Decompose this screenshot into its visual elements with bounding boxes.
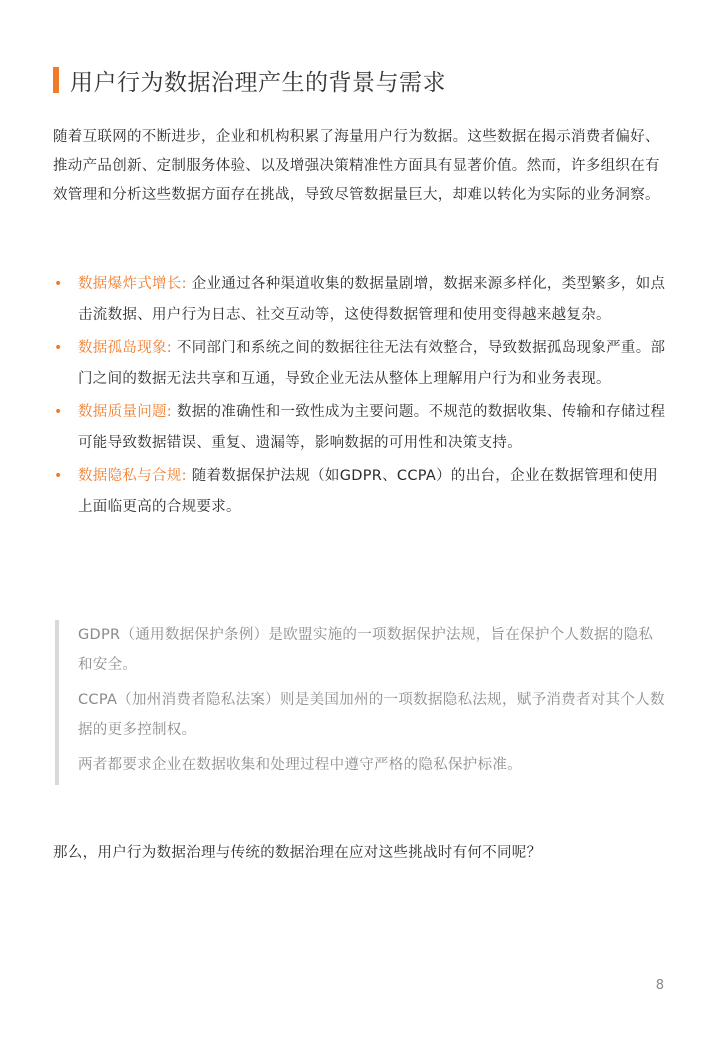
bullet-text: 不同部门和系统之间的数据往往无法有效整合，导致数据孤岛现象严重。部门之间的数据无法共享和互通，导致企业无法从整体上理解用户行为和业务表现。: [78, 340, 666, 387]
bullet-text: 数据的准确性和一致性成为主要问题。不规范的数据收集、传输和存储过程可能导致数据错误、重复、遗漏等，影响数据的可用性和决策支持。: [78, 404, 666, 451]
list-item: [53, 333, 669, 395]
intro-paragraph: 随着互联网的不断进步，企业和机构积累了海量用户行为数据。这些数据在揭示消费者偏好、推动产品创新、定制服务体验、以及增强决策精准性方面具有显著价值。然而，许多组织在有效管理和分析这些数据方面存在挑战，导致尽管数据量巨大，却难以转化为实际的业务洞察。: [53, 129, 660, 203]
bullet-marker: •: [54, 340, 63, 356]
bullet-marker: •: [54, 404, 63, 420]
bullet-term: 数据孤岛现象:: [78, 340, 172, 356]
page-title: 用户行为数据治理产生的背景与需求: [70, 69, 446, 96]
list-item: [53, 397, 669, 459]
regulation-note-blockquote: [55, 620, 668, 785]
list-item: [53, 269, 669, 331]
closing-question: 那么，用户行为数据治理与传统的数据治理在应对这些挑战时有何不同呢？: [53, 845, 542, 861]
bullet-marker: •: [54, 468, 63, 484]
bullet-marker: •: [54, 276, 63, 292]
heading-accent-bar: [53, 67, 59, 93]
list-item: [53, 461, 669, 523]
page-number: 8: [655, 978, 664, 993]
quote-paragraph-summary: 两者都要求企业在数据收集和处理过程中遵守严格的隐私保护标准。: [78, 757, 522, 773]
quote-paragraph-ccpa: CCPA（加州消费者隐私法案）则是美国加州的一项数据隐私法规，赋予消费者对其个人数据的更多控制权。: [78, 692, 665, 738]
bullet-term: 数据爆炸式增长:: [78, 276, 187, 292]
bullet-text: 企业通过各种渠道收集的数据量剧增，数据来源多样化，类型繁多，如点击流数据、用户行为日志、社交互动等，这使得数据管理和使用变得越来越复杂。: [78, 276, 666, 323]
bullet-term: 数据隐私与合规:: [78, 468, 187, 484]
section-heading: [53, 66, 446, 94]
bullet-term: 数据质量问题:: [78, 404, 172, 420]
bullet-text: 随着数据保护法规（如GDPR、CCPA）的出台，企业在数据管理和使用上面临更高的合规要求。: [78, 468, 659, 515]
challenge-list: [53, 269, 669, 525]
quote-paragraph-gdpr: GDPR（通用数据保护条例）是欧盟实施的一项数据保护法规，旨在保护个人数据的隐私和安全。: [78, 627, 654, 673]
